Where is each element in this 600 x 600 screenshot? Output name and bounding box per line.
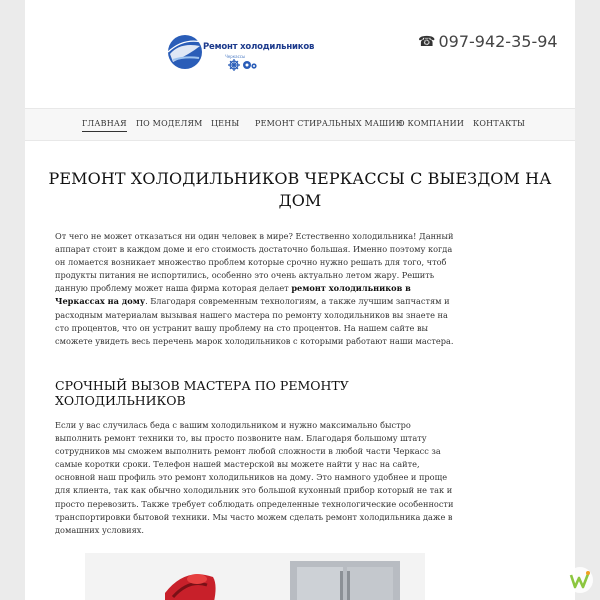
fridge-photo-image bbox=[85, 553, 425, 600]
watermark-logo bbox=[566, 566, 594, 594]
nav-item-models[interactable]: ПО МОДЕЛЯМ bbox=[136, 119, 203, 128]
nav-item-home[interactable]: ГЛАВНАЯ bbox=[82, 119, 127, 132]
logo-text: Ремонт холодильников bbox=[203, 42, 315, 52]
logo-subtext: Черкассы bbox=[225, 54, 246, 59]
main-nav bbox=[25, 108, 575, 141]
nav-item-about[interactable]: О КОМПАНИИ bbox=[398, 119, 465, 128]
nav-item-contacts[interactable]: КОНТАКТЫ bbox=[473, 119, 526, 128]
section-subtitle: СРОЧНЫЙ ВЫЗОВ МАСТЕРА ПО РЕМОНТУ ХОЛОДИЛЬНИКОВ bbox=[55, 378, 349, 408]
nav-item-prices[interactable]: ЦЕНЫ bbox=[211, 119, 240, 128]
fridge-photo bbox=[85, 553, 425, 600]
site-logo[interactable] bbox=[165, 32, 315, 74]
logo-gear-icons bbox=[227, 57, 257, 73]
page-title: РЕМОНТ ХОЛОДИЛЬНИКОВ ЧЕРКАССЫ С ВЫЕЗДОМ НА ДОМ bbox=[48, 169, 552, 210]
intro-paragraph bbox=[55, 230, 460, 348]
site-header bbox=[25, 0, 575, 108]
nav-item-washing-machines[interactable]: РЕМОНТ СТИРАЛЬНЫХ МАШИН bbox=[255, 119, 403, 128]
body-paragraph: Если у вас случилась беда с вашим холодильником и нужно максимально быстро выполнить ремонт техники то, вы просто позвоните нам. Благодаря большому штату сотрудников мы сможем выполнить ремонт любой сложности в любой части Черкасс за самые коротки сроки. Телефон нашей мастерской вы можете найти у нас на сайте, основной наш профиль это ремонт холодильников на дому. Это намного удобнее и проще для клиента, так как обычно холодильник это большой кухонный прибор который не так и просто перевозить. Также требует соблюдать определенные технологические особенности транспортировки бытовой техники. Мы часто можем сделать ремонт холодильника даже в домашних условиях. bbox=[55, 420, 454, 535]
watermark-w-icon bbox=[566, 566, 594, 594]
page bbox=[25, 0, 575, 600]
intro-text-start: От чего не может отказаться ни один человек в мире? Естественно холодильника! Данный аппарат стоит в каждом доме и его стоимость достаточно большая. Именно поэтому когда он ломается возникает множество проблем которые срочно нужно решать для того, чтоб продукты питания не испортились, особенно это очень актуально летом жару. Решить данную проблему может наша фирма которая делает bbox=[55, 231, 454, 294]
header-phone[interactable] bbox=[418, 32, 558, 51]
intro-text-end: . Благодаря современным технологиям, а также лучшим запчастям и расходным материалам вызывая нашего мастера по ремонту холодильников вы знаете на сто процентов, что он устранит вашу проблему на сто процентов. На нашем сайте вы сможете увидеть весь перечень марок холодильников с которыми работают наши мастера. bbox=[55, 296, 454, 346]
phone-icon: ☎ bbox=[418, 33, 436, 50]
intro-bold-text: ремонт холодильников в Черкассах на дому bbox=[55, 283, 411, 307]
logo-globe-icon bbox=[165, 32, 205, 74]
phone-number: 097-942-35-94 bbox=[438, 32, 558, 51]
